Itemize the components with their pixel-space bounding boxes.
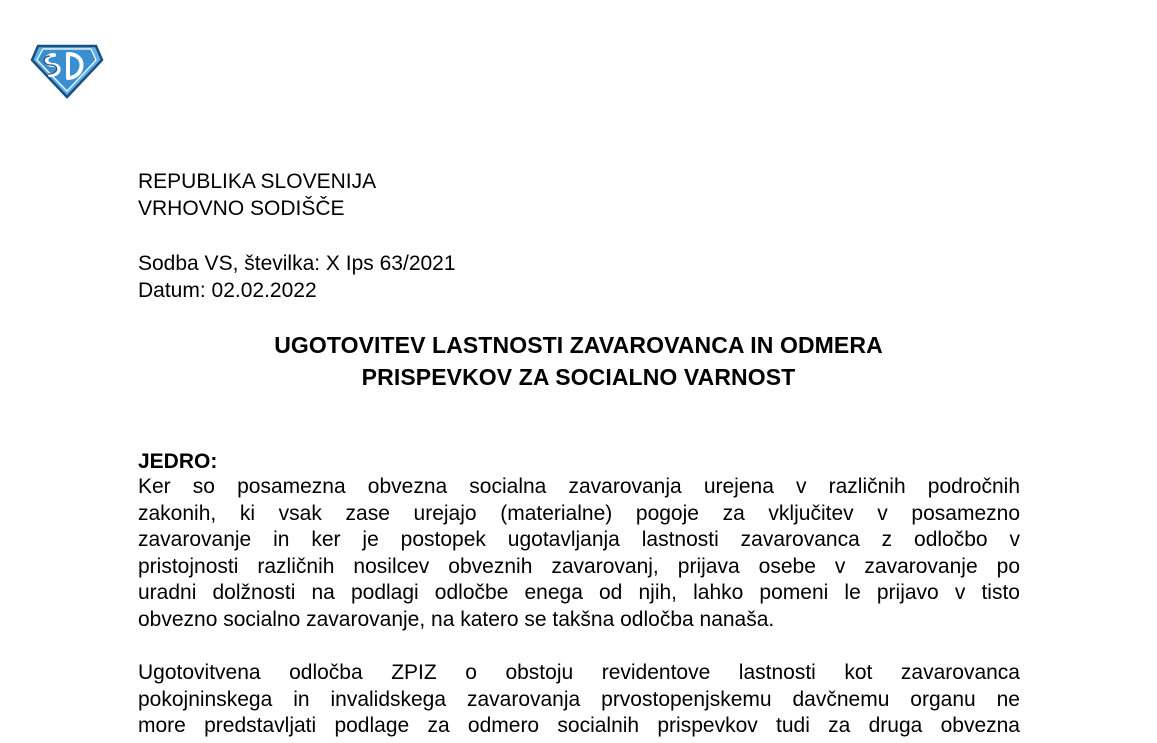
decision-date: Datum: 02.02.2022 bbox=[138, 279, 317, 302]
paragraph-line: Ker so posamezna obvezna socialna zavarovanja urejena v različnih področnih bbox=[138, 475, 1020, 498]
document-title-line-1: UGOTOVITEV LASTNOSTI ZAVAROVANCA IN ODMERA bbox=[274, 332, 883, 358]
court-logo-icon bbox=[30, 40, 104, 100]
paragraph-line: pristojnosti različnih nosilcev obveznih zavarovanj, prijava osebe v zavarovanje po bbox=[138, 554, 1020, 578]
document-title-line-2: PRISPEVKOV ZA SOCIALNO VARNOST bbox=[361, 364, 796, 390]
paragraph-line: zakonih, ki vsak zase urejajo (materialne) pogoje za vključitev v posamezno bbox=[138, 501, 1020, 525]
paragraph-line: obvezno socialno zavarovanje, na katero se takšna odločba nanaša. bbox=[138, 607, 775, 631]
paragraph-line: pokojninskega in invalidskega zavarovanja prvostopenjskemu davčnemu organu ne bbox=[138, 687, 1020, 711]
core-heading: JEDRO: bbox=[138, 450, 218, 473]
republic-name: REPUBLIKA SLOVENIJA bbox=[138, 170, 377, 193]
case-number: Sodba VS, številka: X Ips 63/2021 bbox=[138, 252, 456, 275]
court-name: VRHOVNO SODIŠČE bbox=[138, 197, 345, 220]
paragraph-line: zavarovanje in ker je postopek ugotavljanja lastnosti zavarovanca z odločbo v bbox=[138, 528, 1020, 551]
core-paragraph-2 bbox=[138, 660, 1020, 740]
paragraph-line: uradni dolžnosti na podlagi odločbe enega od njih, lahko pomeni le prijavo v tisto bbox=[138, 581, 1020, 604]
paragraph-line: more predstavljati podlage za odmero socialnih prispevkov tudi za druga obvezna bbox=[138, 714, 1020, 737]
paragraph-line: Ugotovitvena odločba ZPIZ o obstoju revidentove lastnosti kot zavarovanca bbox=[138, 661, 1020, 684]
core-paragraph-1 bbox=[138, 474, 1020, 633]
